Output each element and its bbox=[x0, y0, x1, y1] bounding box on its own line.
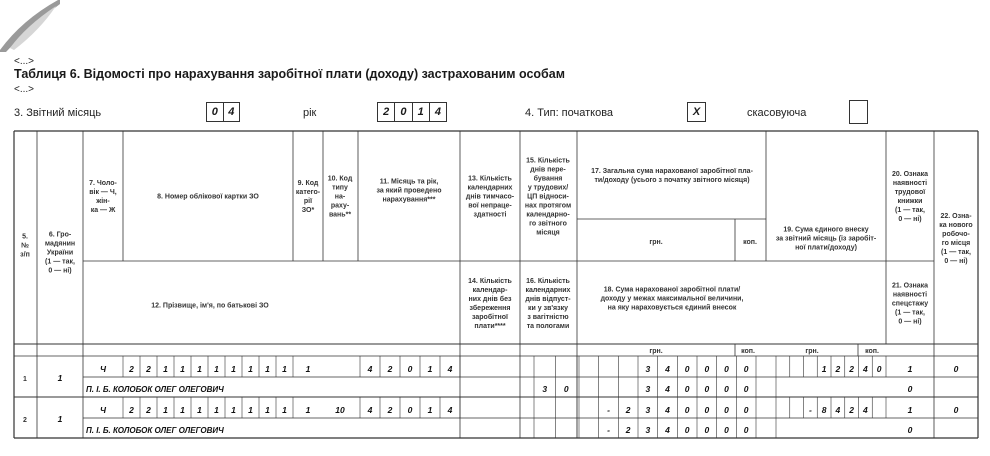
year-digit-2: 1 bbox=[412, 103, 429, 121]
col15-header-line-0: 15. Кількість bbox=[526, 157, 570, 165]
row1-card-digit-8: 1 bbox=[265, 364, 270, 374]
col13-header-line-2: днів тимчасо- bbox=[465, 193, 515, 201]
col10-header-line-2: на- bbox=[334, 193, 346, 201]
row1-col18-digit-5: 0 bbox=[684, 384, 690, 394]
col8-header-line-0: 8. Номер облікової картки ЗО bbox=[157, 193, 259, 201]
year-digit-0: 2 bbox=[383, 106, 390, 118]
row2-card-digit-7: 1 bbox=[248, 405, 253, 415]
row1-card-digit-9: 1 bbox=[282, 364, 287, 374]
col11-header-line-1: за який проведено bbox=[376, 187, 442, 195]
col21-header-line-3: (1 — так, bbox=[895, 309, 925, 317]
col13-header-line-3: вої непраце- bbox=[468, 202, 512, 210]
row2-month-year-digit-1: 2 bbox=[387, 405, 393, 415]
month-label: 3. Звітний місяць bbox=[14, 107, 102, 119]
col21-header-line-0: 21. Ознака bbox=[891, 282, 929, 290]
col6-header-line-3: (1 — так, bbox=[45, 258, 75, 266]
row1-col17-digit-4: 4 bbox=[665, 364, 670, 374]
col16-header-line-1: календарних bbox=[525, 287, 571, 294]
col17-kop-label: коп. bbox=[743, 239, 757, 246]
row2-card-digit-9: 1 bbox=[282, 405, 287, 415]
col14-header-line-0: 14. Кількість bbox=[468, 278, 512, 285]
col17-header-line-0: 17. Загальна сума нарахованої заробітної пла- bbox=[591, 168, 753, 175]
row2-card-digit-8: 1 bbox=[265, 405, 270, 415]
row2-col19-digit-2: - bbox=[808, 405, 812, 415]
row1-card-digit-2: 1 bbox=[163, 364, 168, 374]
ellipsis-bottom: <...> bbox=[14, 84, 35, 95]
col5-header-line-1: № bbox=[21, 242, 29, 250]
row2-card-digit-0: 2 bbox=[129, 405, 134, 415]
col10-header-line-3: раху- bbox=[330, 202, 350, 210]
col15-header-line-5: нах протягом bbox=[524, 202, 572, 210]
row2-col18-digit-4: 4 bbox=[665, 425, 670, 435]
col13-header-line-0: 13. Кількість bbox=[468, 175, 512, 183]
row1-category-code: 1 bbox=[305, 364, 311, 374]
row2-col19-digit-4: 4 bbox=[835, 405, 841, 415]
row1-col18-digit-6: 0 bbox=[704, 384, 710, 394]
col6-header-line-0: 6. Гро- bbox=[48, 231, 72, 239]
sub-kop-label-1: коп. bbox=[741, 348, 755, 355]
row2-col18-digit-6: 0 bbox=[704, 425, 710, 435]
row1-labor-days-digit-0: 3 bbox=[542, 384, 548, 394]
col16-header-line-0: 16. Кількість bbox=[526, 278, 570, 285]
row1-month-year-digit-2: 0 bbox=[407, 364, 413, 374]
row1-col19-digit-4: 2 bbox=[835, 364, 841, 374]
col10-header-line-1: типу bbox=[332, 184, 348, 192]
col16-header-line-4: з вагітністю bbox=[527, 314, 569, 321]
col15-header-line-6: календарно- bbox=[526, 211, 570, 219]
row2-col18-digit-2: 2 bbox=[625, 425, 631, 435]
row1-card-digit-1: 2 bbox=[146, 364, 151, 374]
row2-col17-digit-7: 0 bbox=[724, 405, 729, 415]
col20-header-line-3: книжки bbox=[897, 198, 923, 205]
row1-number: 1 bbox=[23, 376, 27, 383]
row1-col17-digit-5: 0 bbox=[684, 364, 690, 374]
col9-header-line-1: катего- bbox=[295, 189, 321, 196]
row2-month-year-digit-2: 0 bbox=[407, 405, 413, 415]
sub-uah-label-1: грн. bbox=[649, 348, 663, 355]
row1-col19-digit-5: 2 bbox=[849, 364, 854, 374]
col22-header-line-3: го місця bbox=[941, 240, 971, 247]
sub-kop-label-2: коп. bbox=[865, 348, 879, 355]
col14-header-line-2: них днів без bbox=[468, 296, 512, 303]
row2-card-digit-5: 1 bbox=[214, 405, 219, 415]
row1-col17-digit-3: 3 bbox=[645, 364, 651, 374]
row2-month-year-digit-3: 1 bbox=[427, 405, 433, 415]
row1-card-digit-6: 1 bbox=[231, 364, 236, 374]
row2-col18-digit-3: 3 bbox=[645, 425, 651, 435]
year-digit-1: 0 bbox=[394, 103, 411, 121]
col10-header-line-0: 10. Код bbox=[327, 175, 353, 183]
col21-header-line-2: спецстажу bbox=[891, 300, 929, 308]
row1-col19-digit-7: 0 bbox=[876, 364, 882, 374]
col7-header-line-1: вік — Ч, bbox=[89, 189, 117, 196]
col18-header-line-0: 18. Сума нарахованої заробітної плати/ bbox=[603, 286, 741, 294]
col14-header-line-4: заробітної bbox=[471, 314, 509, 321]
row2-category-code: 1 bbox=[305, 405, 311, 415]
row1-full-name: П. І. Б. КОЛОБОК ОЛЕГ ОЛЕГОВИЧ bbox=[86, 385, 224, 394]
type-label: 4. Тип: початкова bbox=[525, 107, 614, 119]
col15-header-line-1: днів пере- bbox=[530, 166, 566, 174]
row2-col19-digit-5: 2 bbox=[849, 405, 854, 415]
col5-header-line-2: з/п bbox=[20, 251, 30, 259]
col15-header-line-8: місяця bbox=[536, 229, 560, 237]
col10-header-line-4: вань** bbox=[328, 211, 352, 219]
row1-card-digit-3: 1 bbox=[180, 364, 185, 374]
row1-col18-digit-8: 0 bbox=[743, 384, 749, 394]
row2-col18-digit-1: - bbox=[607, 425, 610, 435]
row2-col17-digit-1: - bbox=[607, 405, 610, 415]
col6-header-line-1: мадянин bbox=[44, 240, 76, 248]
col9-header-line-3: ЗО* bbox=[301, 207, 315, 214]
col16-header-line-3: ки у зв'язку bbox=[528, 305, 568, 312]
row1-gender: Ч bbox=[99, 364, 107, 374]
row2-col20: 1 bbox=[907, 405, 913, 415]
row1-col17-digit-6: 0 bbox=[704, 364, 710, 374]
col16-header-line-5: та пологами bbox=[526, 323, 570, 330]
col6-header-line-4: 0 — ні) bbox=[48, 267, 72, 275]
col5-header-line-0: 5. bbox=[22, 233, 28, 241]
row2-col18-digit-8: 0 bbox=[743, 425, 749, 435]
row1-month-year-digit-4: 4 bbox=[447, 364, 453, 374]
month-digit-0: 0 bbox=[211, 106, 218, 118]
col21-header-line-4: 0 — ні) bbox=[898, 318, 922, 326]
col7-header-line-2: жін- bbox=[96, 198, 110, 205]
row1-col19-digit-3: 1 bbox=[821, 364, 827, 374]
row1-col20: 1 bbox=[907, 364, 913, 374]
col7-header-line-0: 7. Чоло- bbox=[89, 180, 117, 187]
col20-header-line-0: 20. Ознака bbox=[891, 171, 929, 178]
col22-header-line-5: 0 — ні) bbox=[944, 258, 968, 265]
row2-card-digit-2: 1 bbox=[163, 405, 168, 415]
row1-col18-digit-3: 3 bbox=[645, 384, 651, 394]
row2-col19-digit-6: 4 bbox=[863, 405, 868, 415]
row2-col17-digit-5: 0 bbox=[684, 405, 690, 415]
row1-col17-digit-8: 0 bbox=[743, 364, 749, 374]
col20-header-line-5: 0 — ні) bbox=[898, 216, 922, 223]
col16-header-line-2: днів відпуст- bbox=[525, 296, 571, 303]
row1-card-digit-0: 2 bbox=[129, 364, 134, 374]
row2-col21: 0 bbox=[907, 425, 913, 435]
col13-header-line-1: календарних bbox=[467, 184, 513, 192]
row1-card-digit-7: 1 bbox=[248, 364, 253, 374]
row1-card-digit-5: 1 bbox=[214, 364, 219, 374]
row2-accrual-type: 10 bbox=[335, 405, 345, 415]
col15-header-line-4: ЦП відноси- bbox=[527, 193, 569, 201]
month-digit-1: 4 bbox=[223, 103, 240, 121]
col15-header-line-3: у трудових/ bbox=[527, 184, 569, 192]
row2-card-digit-1: 2 bbox=[146, 405, 151, 415]
sub-uah-label-2: грн. bbox=[805, 348, 819, 355]
col11-header-line-0: 11. Місяць та рік, bbox=[379, 178, 439, 186]
col19-header-line-1: за звітний місяць (із заробіт- bbox=[775, 235, 877, 243]
row1-citizen: 1 bbox=[57, 373, 63, 383]
col22-header-line-0: 22. Озна- bbox=[940, 213, 972, 220]
row1-col18-digit-4: 4 bbox=[665, 384, 670, 394]
col20-header-line-2: трудової bbox=[894, 189, 926, 196]
row2-col18-digit-7: 0 bbox=[724, 425, 729, 435]
col18-header-line-1: доходу у межах максимальної величини, bbox=[600, 295, 744, 303]
type-cancel-label: скасовуюча bbox=[747, 107, 807, 119]
ellipsis-top: <...> bbox=[14, 56, 35, 67]
col22-header-line-4: (1 — так, bbox=[941, 249, 971, 256]
row2-citizen: 1 bbox=[57, 414, 63, 424]
row2-gender: Ч bbox=[99, 405, 107, 415]
row1-card-digit-4: 1 bbox=[197, 364, 202, 374]
type-initial-mark: X bbox=[692, 106, 701, 118]
col14-header-line-1: календар- bbox=[472, 287, 508, 294]
row1-month-year-digit-1: 2 bbox=[387, 364, 393, 374]
col12-header-line-0: 12. Прізвище, ім'я, по батькові ЗО bbox=[151, 302, 269, 310]
row2-card-digit-4: 1 bbox=[197, 405, 202, 415]
row1-col19-digit-6: 4 bbox=[863, 364, 868, 374]
col15-header-line-2: бування bbox=[533, 175, 563, 183]
col13-header-line-4: здатності bbox=[473, 211, 507, 219]
row2-card-digit-3: 1 bbox=[180, 405, 185, 415]
row2-col17-digit-4: 4 bbox=[665, 405, 670, 415]
row2-card-digit-6: 1 bbox=[231, 405, 236, 415]
row2-col17-digit-3: 3 bbox=[645, 405, 651, 415]
col19-header-line-0: 19. Сума єдиного внеску bbox=[783, 226, 869, 234]
row2-col17-digit-8: 0 bbox=[743, 405, 749, 415]
table-title: Таблиця 6. Відомості про нарахування заробітної плати (доходу) застрахованим особам bbox=[14, 67, 565, 81]
col17-uah-label: грн. bbox=[649, 239, 663, 246]
col20-header-line-1: наявності bbox=[892, 180, 928, 187]
row2-col22: 0 bbox=[953, 405, 959, 415]
row2-month-year-digit-0: 4 bbox=[367, 405, 373, 415]
col7-header-line-3: ка — Ж bbox=[90, 207, 116, 214]
year-label: рік bbox=[303, 107, 317, 119]
col9-header-line-0: 9. Код bbox=[297, 180, 319, 187]
col17-header-line-1: ти/доходу (усього з початку звітного місяця) bbox=[594, 177, 750, 184]
col6-header-line-2: України bbox=[46, 249, 74, 257]
col22-header-line-2: робочо- bbox=[942, 231, 970, 238]
col15-header-line-7: го звітного bbox=[529, 220, 567, 228]
row1-col22: 0 bbox=[953, 364, 959, 374]
row2-month-year-digit-4: 4 bbox=[447, 405, 453, 415]
row1-col18-digit-7: 0 bbox=[724, 384, 729, 394]
row2-col17-digit-2: 2 bbox=[625, 405, 631, 415]
row1-labor-days-digit-1: 0 bbox=[563, 384, 569, 394]
col19-header-line-2: ної плати/доходу) bbox=[795, 244, 857, 252]
row2-full-name: П. І. Б. КОЛОБОК ОЛЕГ ОЛЕГОВИЧ bbox=[86, 426, 224, 435]
row1-month-year-digit-0: 4 bbox=[367, 364, 373, 374]
col14-header-line-5: плати**** bbox=[474, 323, 506, 330]
row1-col21: 0 bbox=[907, 384, 913, 394]
row2-col19-digit-3: 8 bbox=[821, 405, 827, 415]
row2-col18-digit-5: 0 bbox=[684, 425, 690, 435]
row1-col17-digit-7: 0 bbox=[724, 364, 729, 374]
col9-header-line-2: рії bbox=[303, 198, 313, 205]
col14-header-line-3: збереження bbox=[469, 305, 511, 312]
col20-header-line-4: (1 — так, bbox=[895, 207, 925, 214]
row1-month-year-digit-3: 1 bbox=[427, 364, 433, 374]
col11-header-line-2: нарахування*** bbox=[382, 196, 436, 204]
row2-number: 2 bbox=[23, 417, 27, 424]
col21-header-line-1: наявності bbox=[892, 291, 928, 299]
col22-header-line-1: ка нового bbox=[939, 222, 973, 229]
year-digit-3: 4 bbox=[429, 103, 446, 121]
row2-col17-digit-6: 0 bbox=[704, 405, 710, 415]
col18-header-line-2: на яку нараховується єдиний внесок bbox=[607, 304, 737, 312]
